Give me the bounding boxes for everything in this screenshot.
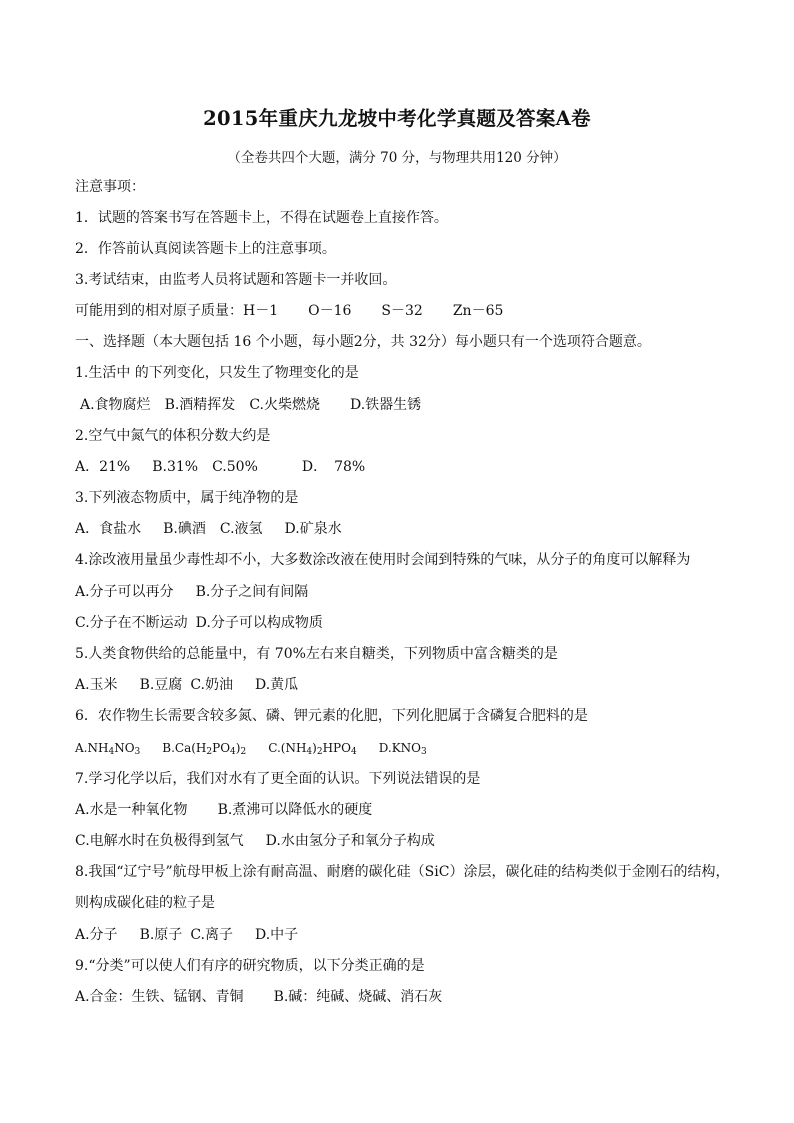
option-d: D． 78% [301, 459, 366, 475]
atomic-masses [75, 302, 735, 320]
option-a: A.玉米 [75, 677, 118, 693]
page-subtitle: （全卷共四个大题，满分 70 分，与物理共用120 分钟） [227, 150, 567, 166]
option-a: A.分子 [75, 927, 118, 943]
option-d: D.中子 [254, 927, 299, 943]
question-options [75, 583, 735, 601]
option-b: B.原子 [139, 927, 183, 943]
option-c: C.50% [212, 459, 258, 475]
option-d: D.矿泉水 [284, 521, 342, 537]
option-c: C.火柴燃烧 [249, 397, 320, 413]
option-d: D.KNO3 [378, 741, 427, 757]
question-stem: 6．农作物生长需要含较多氮、磷、钾元素的化肥，下列化肥属于含磷复合肥料的是 [75, 708, 588, 724]
question-stem: 2.空气中氮气的体积分数大约是 [75, 428, 271, 444]
option-c: C.离子 [190, 927, 233, 943]
question-options [75, 926, 735, 944]
question-stem: 4.涂改液用量虽少毒性却不小，大多数涂改液在使用时会闻到特殊的气味，从分子的角度可以解释为 [75, 552, 691, 568]
question-stem: 9.“分类”可以使人们有序的研究物质，以下分类正确的是 [75, 958, 425, 974]
option-b: B.分子之间有间隔 [195, 584, 309, 600]
option-c: C.(NH4)2HPO4 [268, 741, 357, 757]
question-options [80, 396, 740, 414]
question-options [75, 614, 735, 632]
atomic-mass-value: S－32 [381, 303, 423, 319]
note-item: 1．试题的答案书写在答题卡上，不得在试题卷上直接作答。 [75, 210, 448, 226]
notes-header: 注意事项： [75, 179, 145, 195]
section-heading: 一、选择题（本大题包括 16 个小题，每小题2分，共 32分）每小题只有一个选项符合题意。 [75, 334, 651, 350]
question-options [75, 676, 735, 694]
option-b: B.碱：纯碱、烧碱、消石灰 [273, 989, 443, 1005]
question-options [75, 988, 735, 1006]
question-stem: 1.生活中 的下列变化，只发生了物理变化的是 [75, 365, 359, 381]
option-b: B.碘酒 [163, 521, 206, 537]
note-item: 2．作答前认真阅读答题卡上的注意事项。 [75, 241, 336, 257]
atomic-mass-value: H－1 [243, 303, 279, 319]
page-title: 2015年重庆九龙坡中考化学真题及答案A卷 [203, 107, 591, 130]
option-c: C.液氢 [219, 521, 263, 537]
option-b: B.酒精挥发 [164, 397, 236, 413]
option-c: C.分子在不断运动 [75, 615, 188, 631]
question-stem: 5.人类食物供给的总能量中，有 70%左右来自糖类，下列物质中富含糖类的是 [75, 646, 558, 662]
question-stem: 7.学习化学以后，我们对水有了更全面的认识。下列说法错误的是 [75, 771, 481, 787]
option-c: C.电解水时在负极得到氢气 [75, 833, 244, 849]
question-options [75, 801, 735, 819]
option-a: A．食盐水 [75, 521, 142, 537]
option-d: D.分子可以构成物质 [195, 615, 323, 631]
option-a: A.水是一种氧化物 [75, 802, 188, 818]
note-item: 3.考试结束，由监考人员将试题和答题卡一并收回。 [75, 272, 397, 288]
option-d: D.水由氢分子和氧分子构成 [265, 833, 435, 849]
question-options [75, 520, 735, 538]
option-b: B.Ca(H2PO4)2 [162, 741, 247, 757]
atomic-masses-label: 可能用到的相对原子质量： [75, 303, 243, 319]
question-options [75, 739, 735, 761]
option-c: C.奶油 [190, 677, 233, 693]
question-stem: 8.我国“辽宁号”航母甲板上涂有耐高温、耐磨的碳化硅（SiC）涂层，碳化硅的结构类似于金刚石的结构，则构成碳化硅的粒子是 [75, 864, 730, 911]
atomic-mass-value: O－16 [308, 303, 352, 319]
option-b: B.煮沸可以降低水的硬度 [217, 802, 373, 818]
option-b: B.31% [152, 459, 199, 475]
atomic-mass-value: Zn－65 [452, 303, 504, 319]
option-a: A.分子可以再分 [75, 584, 174, 600]
option-b: B.豆腐 [139, 677, 183, 693]
question-options [75, 458, 735, 476]
question-options [75, 832, 735, 850]
option-d: D.铁器生锈 [349, 397, 422, 413]
question-stem: 3.下列液态物质中，属于纯净物的是 [75, 490, 299, 506]
option-d: D.黄瓜 [254, 677, 299, 693]
option-a: A.食物腐烂 [80, 397, 151, 413]
option-a: A．21% [75, 459, 131, 475]
option-a: A.NH4NO3 [75, 741, 141, 757]
option-a: A.合金：生铁、锰钢、青铜 [75, 989, 244, 1005]
